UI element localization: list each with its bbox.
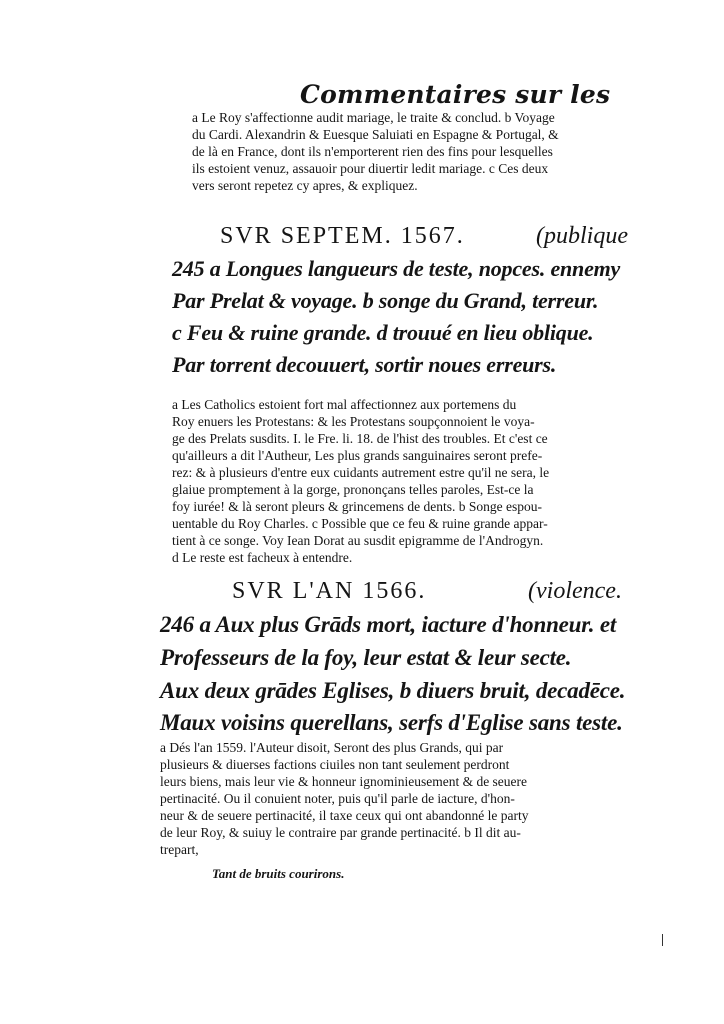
note-line: de là en France, dont ils n'emporterent rien des fins pour lesquelles (192, 144, 553, 159)
verse-line: 245 a Longues langueurs de teste, nopces. ennemy (172, 256, 621, 281)
verse-line: 246 a Aux plus Grāds mort, iacture d'honneur. et (160, 612, 617, 637)
note-line: rez: & à plusieurs d'entre eux cuidants autrement estre qu'il ne sera, le (172, 465, 550, 480)
note-line: plusieurs & diuerses factions ciuiles non tant seulement perdront (160, 757, 510, 772)
note-line: trepart, (160, 842, 199, 857)
verse-line: c Feu & ruine grande. d trouué en lieu oblique. (172, 320, 594, 345)
print-mark (662, 934, 663, 946)
verse-line: Par torrent decouuert, sortir noues erreurs. (172, 352, 557, 377)
note-line: a Dés l'an 1559. l'Auteur disoit, Seront des plus Grands, qui par (160, 740, 504, 755)
running-head: Commentaires sur les (300, 80, 611, 109)
note-line: qu'ailleurs a dit l'Autheur, Les plus grands sanguinaires seront prefe- (172, 448, 543, 463)
note-line: de leur Roy, & suiuy le contraire par grande pertinacité. b Il dit au- (160, 825, 521, 840)
verse-line: Professeurs de la foy, leur estat & leur secte. (160, 645, 572, 670)
note-line: ge des Prelats susdits. I. le Fre. li. 18. de l'hist des troubles. Et c'est ce (172, 431, 548, 446)
note-line: neur & de seuere pertinacité, il taxe ceux qui ont abandonné le party (160, 808, 529, 823)
note-line: Roy enuers les Protestans: & les Protestans soupçonnoient le voya- (172, 414, 535, 429)
note-line: tient à ce songe. Voy Iean Dorat au susdit epigramme de l'Androgyn. (172, 533, 544, 548)
note-line: a Le Roy s'affectionne audit mariage, le traite & conclud. b Voyage (192, 110, 555, 125)
note-line: a Les Catholics estoient fort mal affectionnez aux portemens du (172, 397, 517, 412)
note-line: ils estoient venuz, assauoir pour diuertir ledit mariage. c Ces deux (192, 161, 549, 176)
catchword-line: Tant de bruits courirons. (212, 866, 345, 881)
quatrain-heading-an-1566: SVR L'AN 1566. (232, 578, 427, 604)
note-line: leurs biens, mais leur vie & honneur ignominieusement & de seuere (160, 774, 528, 789)
note-line: du Cardi. Alexandrin & Euesque Saluiati en Espagne & Portugal, & (192, 127, 559, 142)
note-line: foy iurée! & là seront pleurs & grincemens de dents. b Songe espou- (172, 499, 543, 514)
verse-line: Par Prelat & voyage. b songe du Grand, terreur. (172, 288, 599, 313)
verse-line: Maux voisins querellans, serfs d'Eglise sans teste. (160, 710, 623, 735)
note-line: d Le reste est facheux à entendre. (172, 550, 353, 565)
note-line: uentable du Roy Charles. c Possible que ce feu & ruine grande appar- (172, 516, 548, 531)
quatrain-heading-right: (publique (536, 223, 628, 249)
verse-line: Aux deux grādes Eglises, b diuers bruit, decadēce. (160, 678, 626, 703)
quatrain-heading-septem-1567: SVR SEPTEM. 1567. (220, 223, 465, 249)
note-line: vers seront repetez cy apres, & expliquez. (192, 178, 418, 193)
note-line: pertinacité. Ou il conuient noter, puis qu'il parle de iacture, d'hon- (160, 791, 515, 806)
note-line: glaiue promptement à la gorge, prononçans telles paroles, Est-ce la (172, 482, 534, 497)
quatrain-heading-right: (violence. (528, 578, 622, 604)
